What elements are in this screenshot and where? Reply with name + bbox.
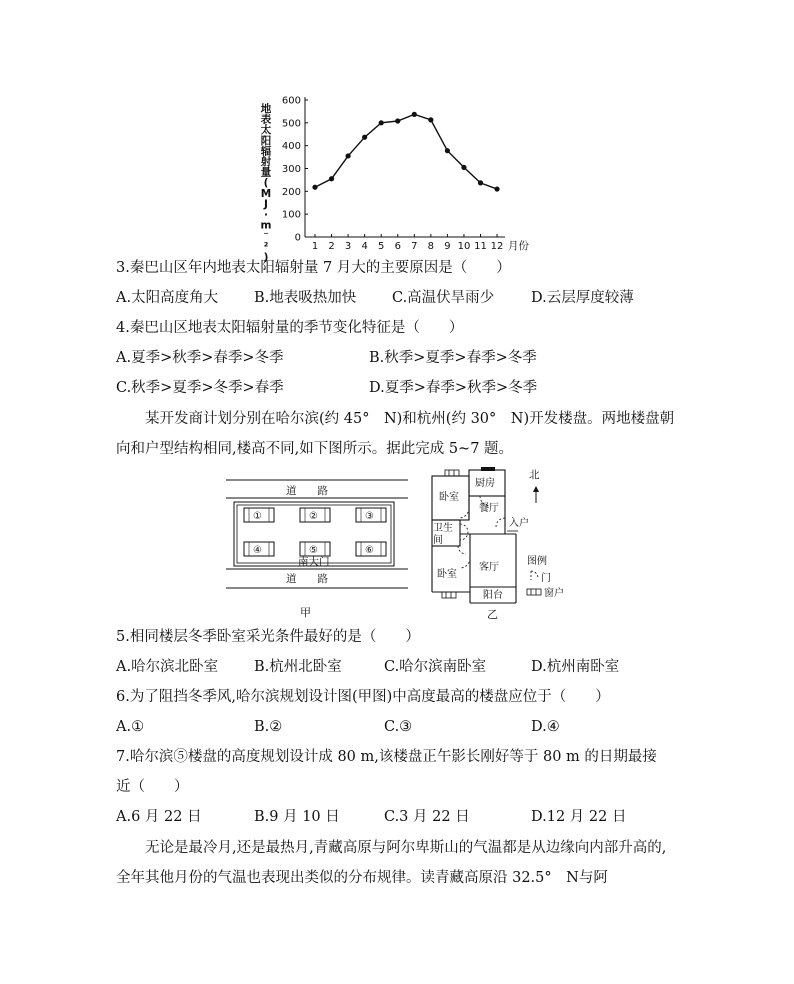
q7-option-c[interactable]: C.3 月 22 日: [384, 809, 470, 825]
x-tick-label: 1: [311, 241, 319, 252]
y-tick-label: 100: [281, 209, 301, 221]
y-tick-label: 300: [281, 164, 301, 175]
svg-text:③: ③: [365, 511, 374, 522]
q5-option-c[interactable]: C.哈尔滨南卧室: [384, 659, 487, 675]
chart-y-ticks: [282, 96, 308, 244]
data-point: [346, 153, 351, 158]
figure-yi-caption: 乙: [487, 608, 498, 621]
question-5-stem: 5.相同楼层冬季卧室采光条件最好的是（ ）: [116, 629, 420, 645]
q7-option-b[interactable]: B.9 月 10 日: [254, 809, 340, 825]
room-dining: 餐厅: [479, 503, 499, 514]
chart-xlabel: 月份: [508, 240, 529, 252]
closing-paragraph: 无论是最冷月,还是最热月,青藏高原与阿尔卑斯山的气温都是从边缘向内部升高的,全年其他月份的气温也表现出类似的分布规律。读青藏高原沿 32.5° N与阿: [116, 840, 667, 886]
north-label: 北: [529, 469, 540, 481]
q6-option-a[interactable]: A.①: [116, 719, 145, 735]
x-tick-label: 10: [457, 241, 471, 252]
road-bottom-label: 道 路: [286, 573, 328, 585]
q3-option-b[interactable]: B.地表吸热加快: [254, 290, 357, 306]
building-5: [300, 542, 330, 556]
svg-text:①: ①: [253, 511, 262, 522]
chart-ylabel: 地表太阳辐射量( M J · m ⁻ ² ): [260, 103, 272, 264]
data-point: [395, 118, 400, 123]
data-point: [379, 120, 384, 125]
x-tick-label: 2: [328, 241, 335, 252]
q3-option-a[interactable]: A.太阳高度角大: [116, 290, 219, 306]
room-kitchen: 厨房: [475, 478, 495, 489]
question-3-stem: 3.秦巴山区年内地表太阳辐射量 7 月大的主要原因是（ ）: [116, 260, 511, 276]
q6-option-b[interactable]: B.②: [254, 719, 283, 735]
data-point: [329, 176, 334, 181]
north-arrow-icon: [533, 486, 539, 503]
y-tick-label: 200: [281, 186, 301, 198]
legend-title: 图例: [527, 556, 547, 567]
question-7-stem-line2: 近（ ）: [116, 779, 189, 795]
q3-option-d[interactable]: D.云层厚度较薄: [531, 290, 634, 306]
data-point: [362, 135, 367, 140]
x-tick-label: 5: [378, 241, 385, 252]
q3-option-c[interactable]: C.高温伏旱雨少: [392, 290, 495, 306]
building-6: [356, 542, 386, 556]
data-point: [412, 112, 417, 117]
svg-text:⑥: ⑥: [365, 545, 374, 556]
legend-door-label: 门: [541, 573, 551, 584]
y-tick-label: 600: [281, 95, 301, 107]
room-bedroom-south: 卧室: [437, 569, 457, 580]
room-bathroom-line2: 间: [433, 535, 443, 546]
intro-paragraph: 某开发商计划分别在哈尔滨(约 45° N)和杭州(约 30° N)开发楼盘。两地楼盘朝向和户型结构相同,楼高不同,如下图所示。据此完成 5~7 题。: [116, 411, 675, 457]
svg-text:④: ④: [253, 545, 262, 556]
q4-option-c[interactable]: C.秋季>夏季>冬季>春季: [116, 380, 284, 396]
south-gate-label: 南大门: [298, 556, 330, 568]
q7-option-d[interactable]: D.12 月 22 日: [531, 809, 627, 825]
building-1: [244, 508, 274, 522]
x-tick-label: 11: [474, 241, 487, 252]
q7-option-a[interactable]: A.6 月 22 日: [116, 809, 202, 825]
svg-text:②: ②: [309, 511, 318, 522]
data-point: [478, 180, 483, 185]
room-living: 客厅: [479, 562, 499, 573]
legend-window-icon: [527, 589, 541, 595]
data-point: [445, 148, 450, 153]
y-tick-label: 500: [281, 118, 301, 130]
q5-option-b[interactable]: B.杭州北卧室: [254, 659, 342, 675]
chart-series-line: [315, 114, 497, 189]
room-bathroom-line1: 卫生: [433, 523, 453, 534]
data-point: [494, 186, 499, 191]
room-balcony: 阳台: [483, 590, 503, 601]
building-3: [356, 508, 386, 522]
q4-option-b[interactable]: B.秋季>夏季>春季>冬季: [369, 350, 537, 366]
question-6-stem: 6.为了阻挡冬季风,哈尔滨规划设计图(甲图)中高度最高的楼盘应位于（ ）: [116, 689, 610, 705]
x-tick-label: 9: [444, 241, 451, 252]
question-7-stem-line1: 7.哈尔滨⑤楼盘的高度规划设计成 80 m,该楼盘正午影长刚好等于 80 m 的日期最接: [116, 749, 657, 765]
legend-door-icon: [531, 571, 538, 578]
building-2: [300, 508, 330, 522]
q6-option-d[interactable]: D.④: [531, 719, 560, 735]
site-plan-figure: [222, 470, 412, 620]
data-point: [312, 185, 317, 190]
x-tick-label: 8: [427, 241, 435, 252]
y-tick-label: 0: [294, 232, 301, 244]
q4-option-a[interactable]: A.夏季>秋季>春季>冬季: [116, 350, 284, 366]
q5-option-d[interactable]: D.杭州南卧室: [531, 659, 620, 675]
floor-plan-figure: [420, 464, 585, 622]
svg-text:⑤: ⑤: [309, 545, 318, 556]
entrance-label: 入户: [509, 518, 529, 529]
question-4-stem: 4.秦巴山区地表太阳辐射量的季节变化特征是（ ）: [116, 320, 464, 336]
x-tick-label: 3: [344, 241, 352, 252]
q5-option-a[interactable]: A.哈尔滨北卧室: [116, 659, 219, 675]
data-point: [461, 165, 466, 170]
q6-option-c[interactable]: C.③: [384, 719, 413, 735]
x-tick-label: 12: [490, 241, 504, 252]
x-tick-label: 4: [361, 241, 368, 252]
building-4: [244, 542, 274, 556]
room-bedroom-north: 卧室: [439, 492, 459, 503]
legend-window-label: 窗户: [544, 588, 564, 599]
road-top-label: 道 路: [286, 485, 328, 497]
figure-jia-caption: 甲: [300, 606, 311, 619]
x-tick-label: 7: [411, 241, 418, 252]
y-tick-label: 400: [281, 141, 301, 153]
q4-option-d[interactable]: D.夏季>春季>秋季>冬季: [369, 380, 538, 396]
data-point: [428, 117, 433, 122]
solar-radiation-chart: [250, 90, 550, 264]
x-tick-label: 6: [394, 241, 401, 252]
